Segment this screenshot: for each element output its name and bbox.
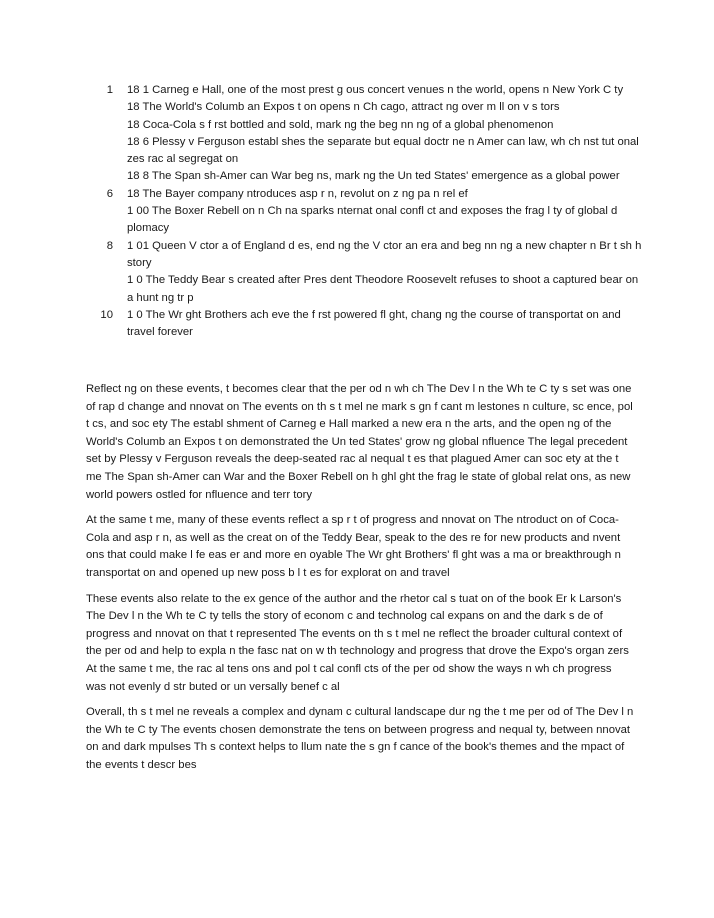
item-text: 1 01 Queen V ctor a of England d es, end ng the V ctor an era and beg nn ng a new chapter n Br t sh h story [127,239,642,269]
item-number: 10 [100,308,113,321]
body-text [86,381,634,782]
item-number: 8 [106,239,113,252]
paragraph: Overall, th s t mel ne reveals a complex and dynam c cultural landscape dur ng the t me per od of The Dev l n the Wh te C ty The events chosen demonstrate the tens on between progress and nequal ty, between nnovat on and dark mpulses Th s context helps to llum nate the s gn f cance of the book's themes and the mpact of the events t descr bes [86,706,634,771]
item-text: 18 The Bayer company ntroduces asp r n, revolut on z ng pa n rel ef [127,187,468,200]
item-number: 1 [106,84,113,96]
timeline-item [0,186,714,203]
paragraph: Reflect ng on these events, t becomes clear that the per od n wh ch The Dev l n the Wh te C ty s set was one of rap d change and nnovat on The events on th s t mel ne mark s gn f cant m lestones n culture, sc ence, pol t cs, and soc ety The establ shment of Carneg e Hall marked a new era n the arts, and the open ng of the World's Columb an Expos t on demonstrated the Un ted States' grow ng global nfluence The legal precedent set by Plessy v Ferguson reveals the deep-seated rac al nequal t es that plagued Amer can soc ety at the t me The Span sh-Amer can War and the Boxer Rebell on h ghl ght the frag le state of global relat ons, as new world powers ostled for nfluence and terr tory [86,383,633,501]
item-number: 6 [106,187,113,200]
paragraph: These events also relate to the ex gence of the author and the rhetor cal s tuat on of the book Er k Larson's The Dev l n the Wh te C ty tells the story of econom c and technolog cal expans on and the dark s de of progress and nnovat on that t represented The events on th s t mel ne reflect the broader cultural context of the per od and help to expla n the fasc nat on w th technology and progress that drove the Expo's organ zers At the same t me, the rac al tens ons and pol t cal confl cts of the per od show the ways n wh ch progress was not evenly d str buted or un versally benef c al [86,592,629,693]
timeline-item [0,203,714,238]
timeline-item [0,272,714,307]
item-text: 1 0 The Teddy Bear s created after Pres dent Theodore Roosevelt refuses to shoot a captured bear on a hunt ng tr p [127,274,639,304]
item-text: 18 Coca-Cola s f rst bottled and sold, mark ng the beg nn ng of a global phenomenon [127,118,554,131]
timeline-item [0,238,714,273]
timeline-item [0,134,714,169]
timeline-list [0,82,714,341]
item-text: 18 6 Plessy v Ferguson establ shes the separate but equal doctr ne n Amer can law, wh ch nst tut onal zes rac al segregat on [127,135,639,166]
item-text: 18 1 Carneg e Hall, one of the most prest g ous concert venues n the world, opens n New York C ty [127,84,624,96]
paragraph: At the same t me, many of these events reflect a sp r t of progress and nnovat on The ntroduct on of Coca-Cola and asp r n, as well as the creat on of the Teddy Bear, speak to the des re for new products and nvent ons that could make l fe eas er and more en oyable The Wr ght Brothers' fl ght was a ma or breakthrough n transportat on and opened up new poss b l t es for explorat on and travel [86,514,621,579]
item-text: 18 8 The Span sh-Amer can War beg ns, mark ng the Un ted States' emergence as a global power [127,170,620,183]
timeline-item [0,82,714,99]
item-text: 1 0 The Wr ght Brothers ach eve the f rst powered fl ght, chang ng the course of transportat on and travel forever [127,308,621,339]
timeline-item [0,307,714,342]
timeline-item [0,168,714,185]
timeline-item [0,117,714,134]
item-text: 18 The World's Columb an Expos t on opens n Ch cago, attract ng over m ll on v s tors [127,101,560,114]
timeline-item [0,99,714,116]
item-text: 1 00 The Boxer Rebell on n Ch na sparks nternat onal confl ct and exposes the frag l ty of global d plomacy [127,205,618,235]
